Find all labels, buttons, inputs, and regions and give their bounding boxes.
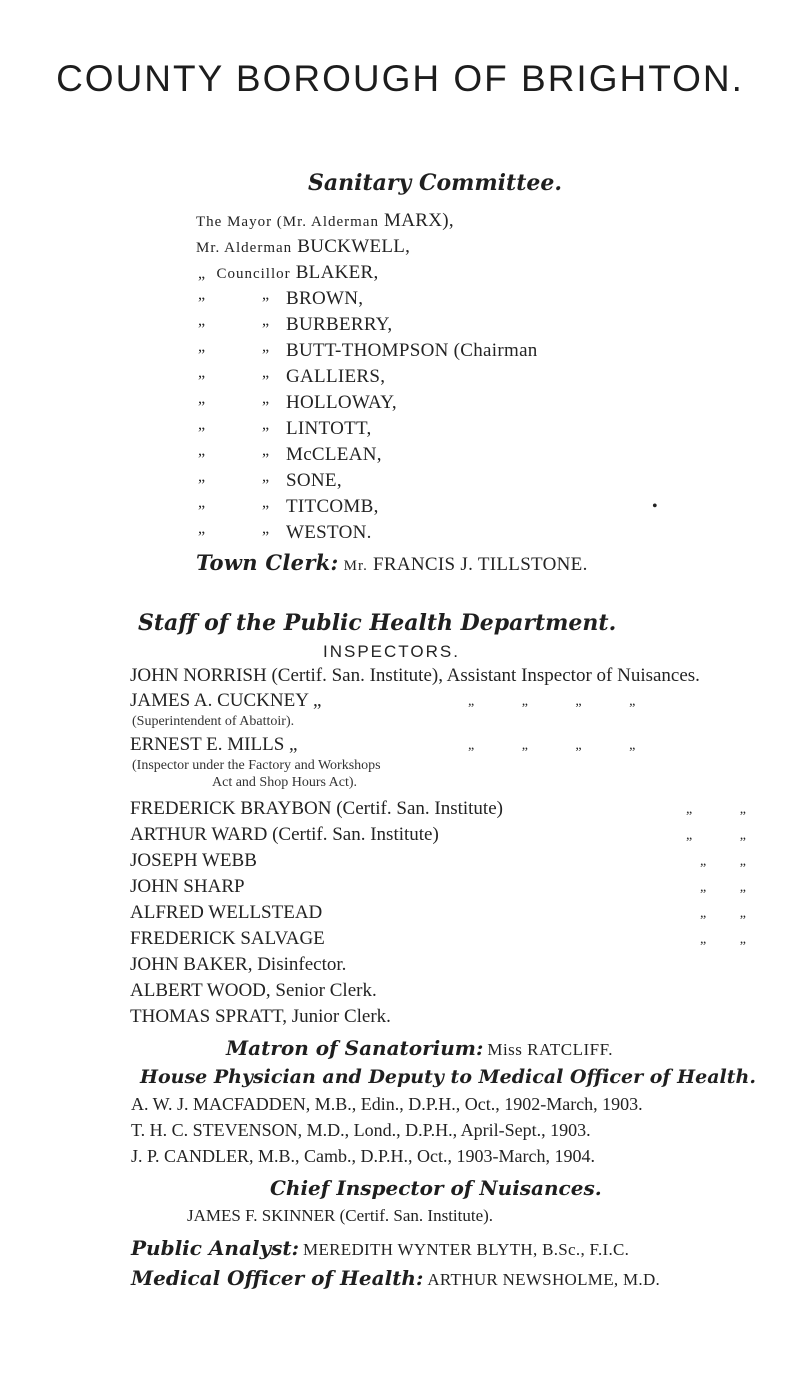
matron-label: Matron of Sanatorium: <box>226 1036 484 1060</box>
town-clerk-prefix: Mr. <box>343 558 368 574</box>
medical-officer-label: Medical Officer of Health: <box>131 1266 424 1290</box>
ditto-mark: „ <box>262 286 270 303</box>
sanitary-committee-heading: Sanitary Committee. <box>308 170 563 196</box>
public-analyst-value: MEREDITH WYNTER BLYTH, B.Sc., F.I.C. <box>303 1240 630 1259</box>
committee-alderman <box>196 236 410 258</box>
matron-value: Miss RATCLIFF. <box>487 1040 613 1059</box>
committee-member: BROWN, <box>286 288 364 309</box>
staff-row: ERNEST E. MILLS „ <box>130 734 298 755</box>
ditto-mark: „ <box>262 390 270 407</box>
ditto-mark: „ <box>198 390 206 407</box>
staff-row: JOSEPH WEBB <box>130 850 257 871</box>
staff-row: JOHN SHARP <box>130 876 245 897</box>
ditto-mark: „ <box>198 468 206 485</box>
ditto-mark: „ <box>198 494 206 511</box>
house-physician-heading: House Physician and Deputy to Medical Officer of Health. <box>140 1066 756 1088</box>
staff-heading: Staff of the Public Health Department. <box>138 610 617 636</box>
committee-member: TITCOMB, <box>286 496 379 517</box>
alderman-name: BUCKWELL, <box>297 236 411 257</box>
ditto-marks: „ „ „ „ <box>468 738 636 753</box>
ditto-mark: „ <box>198 265 206 282</box>
ditto-marks: „ „ „ „ <box>468 694 636 709</box>
staff-row: ALBERT WOOD, Senior Clerk. <box>130 980 377 1001</box>
ditto-marks: „ „ <box>700 854 746 869</box>
mayor-name: MARX), <box>384 210 454 231</box>
committee-member: SONE, <box>286 470 342 491</box>
staff-note: Act and Shop Hours Act). <box>212 775 358 790</box>
staff-row: FREDERICK BRAYBON (Certif. San. Institute) <box>130 798 503 819</box>
staff-row: JAMES A. CUCKNEY „ <box>130 690 322 711</box>
ditto-mark: „ <box>198 312 206 329</box>
staff-row: ARTHUR WARD (Certif. San. Institute) <box>130 824 439 845</box>
ditto-mark: „ <box>262 468 270 485</box>
physician-row: A. W. J. MACFADDEN, M.B., Edin., D.P.H., Oct., 1902-March, 1903. <box>131 1094 643 1114</box>
mayor-prefix: The Mayor (Mr. Alderman <box>196 214 379 230</box>
ditto-mark: „ <box>198 338 206 355</box>
committee-member: BUTT-THOMPSON (Chairman <box>286 340 538 361</box>
committee-member: GALLIERS, <box>286 366 386 387</box>
ditto-mark: „ <box>262 520 270 537</box>
ditto-marks: „ „ <box>700 932 746 947</box>
staff-row: FREDERICK SALVAGE <box>130 928 325 949</box>
matron <box>226 1036 613 1060</box>
ditto-mark: „ <box>262 338 270 355</box>
councillor-name: BLAKER, <box>295 262 379 283</box>
ditto-mark: „ <box>262 416 270 433</box>
ditto-marks: „ „ <box>700 880 746 895</box>
alderman-prefix: Mr. Alderman <box>196 240 293 256</box>
ditto-mark: „ <box>262 312 270 329</box>
town-clerk-label: Town Clerk: <box>196 550 339 575</box>
ditto-mark: „ <box>198 286 206 303</box>
ditto-mark: „ <box>262 494 270 511</box>
ditto-mark: „ <box>198 442 206 459</box>
staff-row: ALFRED WELLSTEAD <box>130 902 323 923</box>
bullet-mark: • <box>652 498 658 515</box>
medical-officer-value: ARTHUR NEWSHOLME, M.D. <box>427 1270 661 1289</box>
committee-member: McCLEAN, <box>286 444 382 465</box>
staff-note: (Inspector under the Factory and Workshops <box>132 758 381 773</box>
physician-row: T. H. C. STEVENSON, M.D., Lond., D.P.H., April-Sept., 1903. <box>131 1120 591 1140</box>
ditto-marks: „ „ <box>686 828 746 843</box>
staff-row: JOHN NORRISH (Certif. San. Institute), Assistant Inspector of Nuisances. <box>130 665 700 686</box>
medical-officer <box>131 1266 660 1290</box>
staff-note: (Superintendent of Abattoir). <box>132 714 295 729</box>
town-clerk-name: FRANCIS J. TILLSTONE. <box>373 554 588 575</box>
committee-member: BURBERRY, <box>286 314 393 335</box>
ditto-mark: „ <box>198 364 206 381</box>
councillor-prefix: Councillor <box>216 266 291 282</box>
chief-inspector-heading: Chief Inspector of Nuisances. <box>270 1176 602 1200</box>
ditto-marks: „ „ <box>700 906 746 921</box>
committee-member: WESTON. <box>286 522 372 543</box>
ditto-marks: „ „ <box>686 802 746 817</box>
physician-row: J. P. CANDLER, M.B., Camb., D.P.H., Oct., 1903-March, 1904. <box>131 1146 596 1166</box>
town-clerk <box>196 550 588 576</box>
committee-mayor <box>196 210 454 232</box>
public-analyst <box>131 1236 629 1260</box>
ditto-mark: „ <box>198 416 206 433</box>
committee-member: HOLLOWAY, <box>286 392 397 413</box>
public-analyst-label: Public Analyst: <box>131 1236 300 1260</box>
committee-councillor <box>198 262 379 284</box>
ditto-mark: „ <box>262 442 270 459</box>
chief-inspector-name: JAMES F. SKINNER (Certif. San. Institute). <box>187 1206 494 1225</box>
staff-row: JOHN BAKER, Disinfector. <box>130 954 347 975</box>
inspectors-heading: INSPECTORS. <box>323 642 460 661</box>
ditto-mark: „ <box>198 520 206 537</box>
committee-member: LINTOTT, <box>286 418 372 439</box>
page-title: COUNTY BOROUGH OF BRIGHTON. <box>56 58 744 99</box>
ditto-mark: „ <box>262 364 270 381</box>
staff-row: THOMAS SPRATT, Junior Clerk. <box>130 1006 391 1027</box>
